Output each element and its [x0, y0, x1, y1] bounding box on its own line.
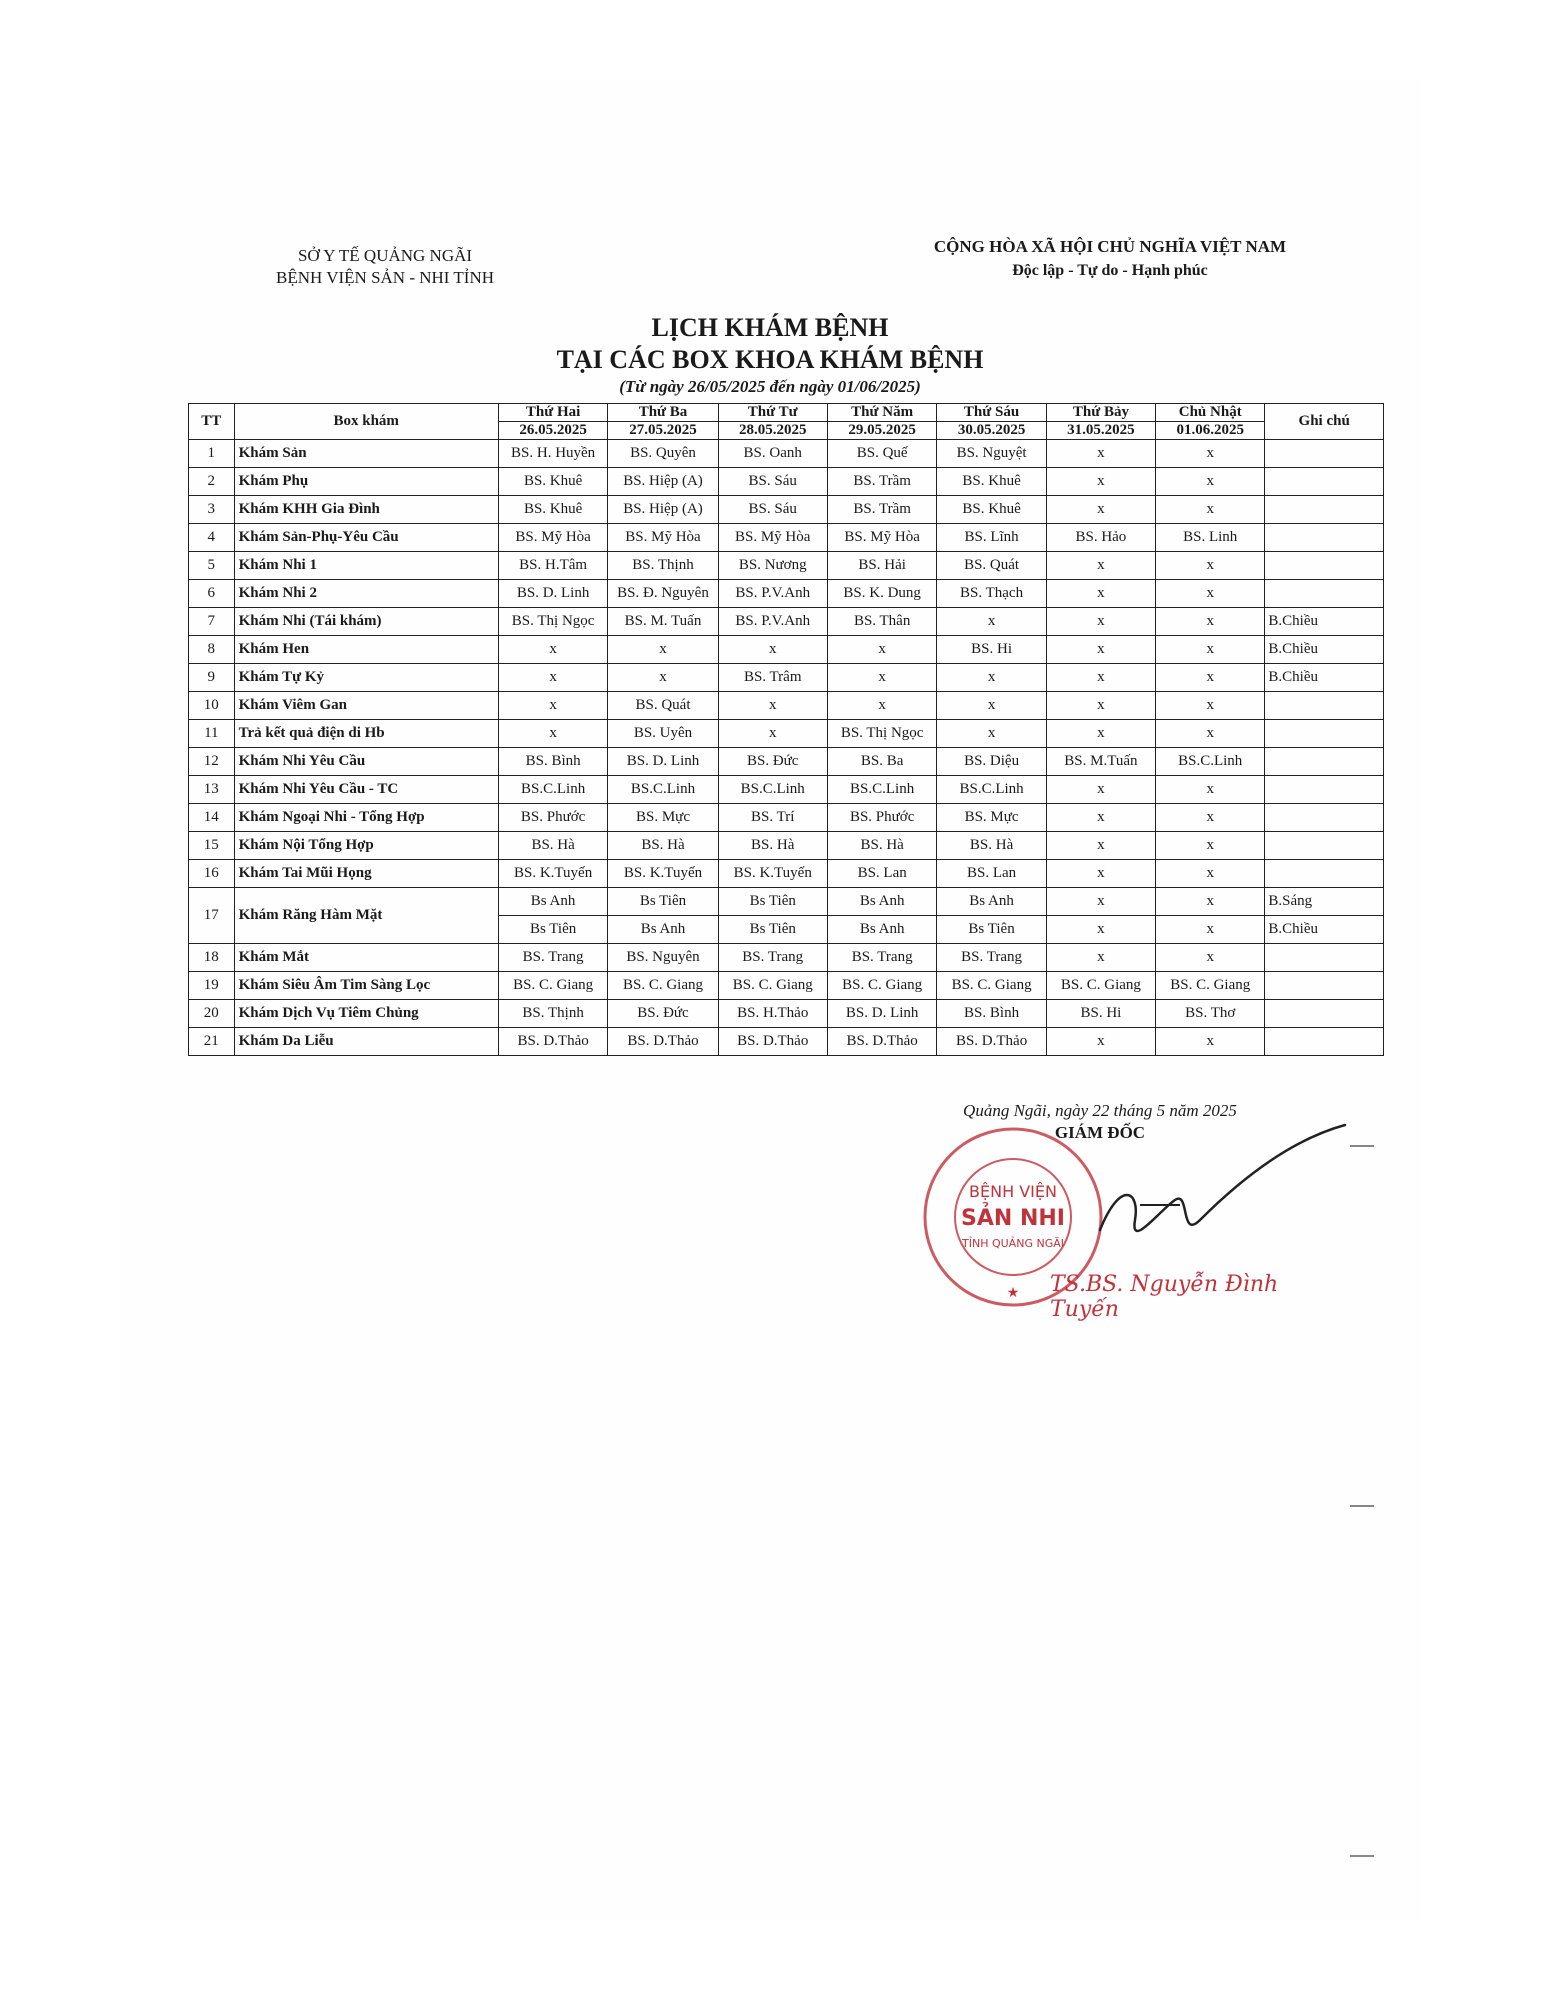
note-cell: [1265, 440, 1384, 468]
doctor-cell: BS. Ba: [827, 748, 937, 776]
doctor-cell: BS. Khuê: [498, 468, 608, 496]
sign-date: Quảng Ngãi, ngày 22 tháng 5 năm 2025: [963, 1101, 1237, 1120]
doctor-cell: BS. Trầm: [827, 496, 937, 524]
doctor-cell: x: [937, 692, 1046, 720]
doctor-cell: x: [718, 636, 827, 664]
note-cell: [1265, 972, 1384, 1000]
doctor-cell: BS. Phước: [498, 804, 608, 832]
note-cell: [1265, 832, 1384, 860]
doctor-cell: BS. Linh: [1156, 524, 1265, 552]
row-number: 7: [189, 608, 235, 636]
doctor-cell: BS. Oanh: [718, 440, 827, 468]
doctor-cell: Bs Tiên: [718, 916, 827, 944]
row-number: 12: [189, 748, 235, 776]
box-name: Trả kết quả điện di Hb: [234, 720, 498, 748]
doctor-cell: x: [1046, 468, 1155, 496]
doctor-cell: BS. Mỹ Hòa: [827, 524, 937, 552]
table-row: [189, 804, 1384, 832]
doctor-cell: BS. Hà: [718, 832, 827, 860]
doctor-cell: BS. D. Linh: [498, 580, 608, 608]
row-number: 2: [189, 468, 235, 496]
doctor-cell: BS. M. Tuấn: [608, 608, 718, 636]
stamp-line-1: BỆNH VIỆN: [969, 1182, 1057, 1201]
col-header-day: Thứ Tư 28.05.2025: [718, 404, 827, 440]
col-header-box: Box khám: [234, 404, 498, 440]
box-name: Khám Tự Kỷ: [234, 664, 498, 692]
row-number: 19: [189, 972, 235, 1000]
table-row: [189, 748, 1384, 776]
doctor-cell: BS. Bình: [498, 748, 608, 776]
doctor-cell: BS. Đ. Nguyên: [608, 580, 718, 608]
table-row: [189, 1000, 1384, 1028]
doctor-cell: BS. Thơ: [1156, 1000, 1265, 1028]
doctor-cell: BS. Sáu: [718, 496, 827, 524]
table-row: [189, 776, 1384, 804]
table-row: [189, 552, 1384, 580]
doctor-cell: x: [1156, 440, 1265, 468]
row-number: 17: [189, 888, 235, 944]
note-cell: [1265, 1000, 1384, 1028]
doctor-cell: BS. M.Tuấn: [1046, 748, 1155, 776]
doctor-cell: BS. Uyên: [608, 720, 718, 748]
doctor-cell: x: [1156, 832, 1265, 860]
table-row: [189, 972, 1384, 1000]
col-header-day: Thứ Ba 27.05.2025: [608, 404, 718, 440]
doctor-cell: BS. C. Giang: [718, 972, 827, 1000]
row-number: 21: [189, 1028, 235, 1056]
doctor-cell: BS. Khuê: [937, 468, 1046, 496]
row-number: 20: [189, 1000, 235, 1028]
doctor-cell: BS. P.V.Anh: [718, 608, 827, 636]
doctor-cell: BS. Đức: [718, 748, 827, 776]
row-number: 13: [189, 776, 235, 804]
doctor-cell: BS. Mỹ Hòa: [718, 524, 827, 552]
doctor-cell: x: [827, 636, 937, 664]
title-date-range: (Từ ngày 26/05/2025 đến ngày 01/06/2025): [619, 377, 921, 396]
row-number: 16: [189, 860, 235, 888]
doctor-cell: BS. Lĩnh: [937, 524, 1046, 552]
doctor-cell: BS. H.Tâm: [498, 552, 608, 580]
row-number: 4: [189, 524, 235, 552]
doctor-cell: x: [1156, 552, 1265, 580]
doctor-cell: x: [937, 720, 1046, 748]
box-name: Khám Mắt: [234, 944, 498, 972]
note-cell: [1265, 552, 1384, 580]
box-name: Khám Răng Hàm Mặt: [234, 888, 498, 944]
col-header-day: Chủ Nhật 01.06.2025: [1156, 404, 1265, 440]
doctor-cell: BS. D.Thảo: [827, 1028, 937, 1056]
doctor-cell: BS. Khuê: [498, 496, 608, 524]
table-row: [189, 692, 1384, 720]
doctor-cell: x: [498, 636, 608, 664]
doctor-cell: x: [1156, 468, 1265, 496]
table-row: [189, 944, 1384, 972]
doctor-cell: x: [1046, 832, 1155, 860]
doctor-cell: BS. Trang: [718, 944, 827, 972]
doctor-cell: BS. Hi: [1046, 1000, 1155, 1028]
doctor-cell: BS. Thị Ngọc: [498, 608, 608, 636]
col-header-day: Thứ Bảy 31.05.2025: [1046, 404, 1155, 440]
box-name: Khám Sản-Phụ-Yêu Cầu: [234, 524, 498, 552]
row-number: 3: [189, 496, 235, 524]
doctor-cell: x: [1046, 636, 1155, 664]
doctor-cell: x: [1046, 664, 1155, 692]
row-number: 6: [189, 580, 235, 608]
note-cell: [1265, 524, 1384, 552]
doctor-cell: BS.C.Linh: [1156, 748, 1265, 776]
scan-mark: [1350, 1855, 1374, 1857]
note-cell: [1265, 580, 1384, 608]
table-body: [189, 440, 1384, 1056]
table-row: [189, 468, 1384, 496]
title-line-2: TẠI CÁC BOX KHOA KHÁM BỆNH: [556, 345, 984, 374]
table-row: [189, 636, 1384, 664]
doctor-cell: BS. Trang: [937, 944, 1046, 972]
doctor-cell: BS. Nương: [718, 552, 827, 580]
signer-name: TS.BS. Nguyễn Đình Tuyến: [1050, 1272, 1279, 1322]
col-header-day: Thứ Năm 29.05.2025: [827, 404, 937, 440]
doctor-cell: BS. C. Giang: [1046, 972, 1155, 1000]
nation-title: CỘNG HÒA XÃ HỘI CHỦ NGHĨA VIỆT NAM: [933, 237, 1287, 256]
doctor-cell: BS. Đức: [608, 1000, 718, 1028]
doctor-cell: x: [608, 636, 718, 664]
doctor-cell: BS. C. Giang: [827, 972, 937, 1000]
box-name: Khám Hen: [234, 636, 498, 664]
doctor-cell: BS. Trang: [498, 944, 608, 972]
doctor-cell: BS. Trang: [827, 944, 937, 972]
note-cell: B.Sáng: [1265, 888, 1384, 916]
row-number: 18: [189, 944, 235, 972]
doctor-cell: x: [1156, 860, 1265, 888]
doctor-cell: BS. C. Giang: [608, 972, 718, 1000]
col-header-tt: TT: [189, 404, 235, 440]
sign-role: GIÁM ĐỐC: [1054, 1123, 1146, 1142]
row-number: 8: [189, 636, 235, 664]
doctor-cell: x: [1046, 804, 1155, 832]
note-cell: [1265, 496, 1384, 524]
doctor-cell: BS. Trầm: [827, 468, 937, 496]
doctor-cell: Bs Tiên: [608, 888, 718, 916]
table-row: [189, 496, 1384, 524]
doctor-cell: BS. Nguyệt: [937, 440, 1046, 468]
doctor-cell: BS. Phước: [827, 804, 937, 832]
doctor-cell: x: [1156, 664, 1265, 692]
doctor-cell: BS. Hà: [937, 832, 1046, 860]
doctor-cell: x: [608, 664, 718, 692]
note-cell: B.Chiều: [1265, 916, 1384, 944]
doctor-cell: BS. Mỹ Hòa: [498, 524, 608, 552]
doctor-cell: BS. Quế: [827, 440, 937, 468]
doctor-cell: BS. C. Giang: [1156, 972, 1265, 1000]
doctor-cell: x: [1046, 916, 1155, 944]
doctor-cell: BS.C.Linh: [827, 776, 937, 804]
table-header-row: [189, 404, 1384, 440]
doctor-cell: x: [498, 720, 608, 748]
doctor-cell: BS. Quyên: [608, 440, 718, 468]
note-cell: [1265, 804, 1384, 832]
table-row: [189, 440, 1384, 468]
doctor-cell: BS. Hiệp (A): [608, 468, 718, 496]
doctor-cell: BS. K.Tuyến: [498, 860, 608, 888]
box-name: Khám Viêm Gan: [234, 692, 498, 720]
col-header-note: Ghi chú: [1265, 404, 1384, 440]
doctor-cell: BS. H. Huyền: [498, 440, 608, 468]
doctor-cell: BS. D.Thảo: [718, 1028, 827, 1056]
doctor-cell: x: [1046, 580, 1155, 608]
issuer-line-1: SỞ Y TẾ QUẢNG NGÃI: [297, 246, 473, 265]
doctor-cell: BS. Thịnh: [608, 552, 718, 580]
issuer-header: [245, 245, 525, 289]
box-name: Khám Tai Mũi Họng: [234, 860, 498, 888]
doctor-cell: BS. Quát: [608, 692, 718, 720]
doctor-cell: BS. H.Thảo: [718, 1000, 827, 1028]
doctor-cell: Bs Tiên: [937, 916, 1046, 944]
doctor-cell: BS. Hi: [937, 636, 1046, 664]
row-number: 15: [189, 832, 235, 860]
table-row: [189, 608, 1384, 636]
schedule-table: [188, 403, 1384, 1056]
doctor-cell: x: [1046, 1028, 1155, 1056]
box-name: Khám Nhi Yêu Cầu - TC: [234, 776, 498, 804]
doctor-cell: BS. Lan: [937, 860, 1046, 888]
doctor-cell: BS. Bình: [937, 1000, 1046, 1028]
doctor-cell: BS. C. Giang: [498, 972, 608, 1000]
note-cell: [1265, 748, 1384, 776]
row-number: 5: [189, 552, 235, 580]
box-name: Khám Ngoại Nhi - Tổng Hợp: [234, 804, 498, 832]
box-name: Khám Nhi 2: [234, 580, 498, 608]
box-name: Khám Siêu Âm Tim Sàng Lọc: [234, 972, 498, 1000]
table-row: [189, 888, 1384, 916]
doctor-cell: BS. Trí: [718, 804, 827, 832]
box-name: Khám Nội Tổng Hợp: [234, 832, 498, 860]
box-name: Khám Nhi Yêu Cầu: [234, 748, 498, 776]
doctor-cell: BS. Thị Ngọc: [827, 720, 937, 748]
doctor-cell: BS. Hiệp (A): [608, 496, 718, 524]
nation-header: [900, 235, 1320, 283]
doctor-cell: BS.C.Linh: [498, 776, 608, 804]
doctor-cell: BS. Hà: [608, 832, 718, 860]
note-cell: [1265, 692, 1384, 720]
doctor-cell: x: [718, 692, 827, 720]
doctor-cell: x: [1046, 860, 1155, 888]
table-row: [189, 1028, 1384, 1056]
box-name: Khám Phụ: [234, 468, 498, 496]
doctor-cell: x: [1156, 580, 1265, 608]
doctor-cell: BS. Quát: [937, 552, 1046, 580]
box-name: Khám Nhi (Tái khám): [234, 608, 498, 636]
doctor-cell: x: [1156, 496, 1265, 524]
doctor-cell: BS.C.Linh: [718, 776, 827, 804]
note-cell: B.Chiều: [1265, 608, 1384, 636]
doctor-cell: x: [1156, 636, 1265, 664]
doctor-cell: x: [1046, 496, 1155, 524]
doctor-cell: BS. Mực: [608, 804, 718, 832]
table-row: [189, 664, 1384, 692]
doctor-cell: BS. Hà: [827, 832, 937, 860]
row-number: 14: [189, 804, 235, 832]
col-header-day: Thứ Hai 26.05.2025: [498, 404, 608, 440]
stamp-line-3: TỈNH QUẢNG NGÃI: [962, 1237, 1064, 1250]
doctor-cell: BS. Hảo: [1046, 524, 1155, 552]
doctor-cell: BS. Sáu: [718, 468, 827, 496]
doctor-cell: BS. D.Thảo: [937, 1028, 1046, 1056]
doctor-cell: Bs Anh: [827, 888, 937, 916]
doctor-cell: BS. D.Thảo: [608, 1028, 718, 1056]
svg-text:★: ★: [1006, 1286, 1020, 1301]
doctor-cell: BS. P.V.Anh: [718, 580, 827, 608]
doctor-cell: BS. Thân: [827, 608, 937, 636]
doctor-cell: BS.C.Linh: [937, 776, 1046, 804]
doctor-cell: BS. Diệu: [937, 748, 1046, 776]
issuer-line-2: BỆNH VIỆN SẢN - NHI TỈNH: [276, 268, 494, 287]
table-row: [189, 832, 1384, 860]
note-cell: [1265, 1028, 1384, 1056]
scan-mark: [1350, 1145, 1374, 1147]
doctor-cell: x: [1046, 720, 1155, 748]
doctor-cell: x: [1156, 608, 1265, 636]
doctor-cell: Bs Anh: [937, 888, 1046, 916]
doctor-cell: BS. Lan: [827, 860, 937, 888]
nation-motto: Độc lập - Tự do - Hạnh phúc: [1012, 262, 1208, 279]
doctor-cell: BS. Khuê: [937, 496, 1046, 524]
note-cell: [1265, 860, 1384, 888]
col-header-day: Thứ Sáu 30.05.2025: [937, 404, 1046, 440]
doctor-cell: x: [1156, 916, 1265, 944]
handwritten-signature: [1080, 1110, 1350, 1260]
table-row: [189, 720, 1384, 748]
note-cell: [1265, 944, 1384, 972]
box-name: Khám KHH Gia Đình: [234, 496, 498, 524]
doctor-cell: BS. Thịnh: [498, 1000, 608, 1028]
doctor-cell: BS. Hà: [498, 832, 608, 860]
doctor-cell: x: [1046, 776, 1155, 804]
doctor-cell: x: [1156, 888, 1265, 916]
doctor-cell: BS. D. Linh: [608, 748, 718, 776]
doctor-cell: x: [1046, 944, 1155, 972]
scan-mark: [1350, 1505, 1374, 1507]
doctor-cell: BS. Hải: [827, 552, 937, 580]
doctor-cell: x: [827, 664, 937, 692]
doctor-cell: BS.C.Linh: [608, 776, 718, 804]
doctor-cell: Bs Anh: [608, 916, 718, 944]
box-name: Khám Nhi 1: [234, 552, 498, 580]
table-row: [189, 860, 1384, 888]
doctor-cell: BS. Mỹ Hòa: [608, 524, 718, 552]
box-name: Khám Dịch Vụ Tiêm Chủng: [234, 1000, 498, 1028]
doctor-cell: BS. Thạch: [937, 580, 1046, 608]
stamp-line-2: SẢN NHI: [961, 1206, 1065, 1231]
doctor-cell: x: [1156, 720, 1265, 748]
note-cell: [1265, 776, 1384, 804]
row-number: 9: [189, 664, 235, 692]
box-name: Khám Da Liễu: [234, 1028, 498, 1056]
doctor-cell: Bs Tiên: [718, 888, 827, 916]
row-number: 1: [189, 440, 235, 468]
doctor-cell: Bs Tiên: [498, 916, 608, 944]
box-name: Khám Sản: [234, 440, 498, 468]
doctor-cell: x: [498, 664, 608, 692]
note-cell: [1265, 720, 1384, 748]
document-title: [470, 312, 1070, 398]
row-number: 11: [189, 720, 235, 748]
doctor-cell: x: [827, 692, 937, 720]
doctor-cell: BS. C. Giang: [937, 972, 1046, 1000]
note-cell: B.Chiều: [1265, 636, 1384, 664]
doctor-cell: x: [1046, 440, 1155, 468]
doctor-cell: x: [1156, 776, 1265, 804]
doctor-cell: BS. D. Linh: [827, 1000, 937, 1028]
doctor-cell: x: [498, 692, 608, 720]
doctor-cell: x: [1156, 804, 1265, 832]
title-line-1: LỊCH KHÁM BỆNH: [651, 313, 889, 342]
doctor-cell: Bs Anh: [498, 888, 608, 916]
doctor-cell: x: [1046, 608, 1155, 636]
doctor-cell: x: [1156, 1028, 1265, 1056]
table-row: [189, 524, 1384, 552]
doctor-cell: BS. K. Dung: [827, 580, 937, 608]
doctor-cell: BS. K.Tuyến: [608, 860, 718, 888]
doctor-cell: x: [1046, 692, 1155, 720]
doctor-cell: x: [1156, 692, 1265, 720]
note-cell: [1265, 468, 1384, 496]
doctor-cell: x: [718, 720, 827, 748]
doctor-cell: x: [1046, 552, 1155, 580]
doctor-cell: BS. D.Thảo: [498, 1028, 608, 1056]
doctor-cell: BS. K.Tuyến: [718, 860, 827, 888]
doctor-cell: x: [1046, 888, 1155, 916]
doctor-cell: x: [937, 664, 1046, 692]
doctor-cell: BS. Nguyên: [608, 944, 718, 972]
row-number: 10: [189, 692, 235, 720]
doctor-cell: Bs Anh: [827, 916, 937, 944]
doctor-cell: BS. Trâm: [718, 664, 827, 692]
table-row: [189, 580, 1384, 608]
note-cell: B.Chiều: [1265, 664, 1384, 692]
doctor-cell: BS. Mực: [937, 804, 1046, 832]
doctor-cell: x: [937, 608, 1046, 636]
doctor-cell: x: [1156, 944, 1265, 972]
